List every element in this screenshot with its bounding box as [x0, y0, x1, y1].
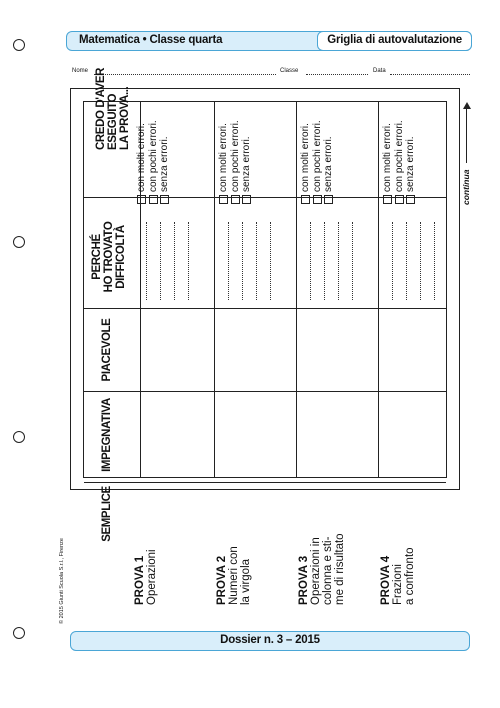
- writing-line[interactable]: [160, 222, 161, 300]
- checkbox-molti-errori[interactable]: [137, 195, 146, 204]
- prova-1-label: PROVA 1 Operazioni: [134, 549, 158, 605]
- writing-line[interactable]: [338, 222, 339, 300]
- prova-4-label: PROVA 4 Frazioni a confronto: [380, 547, 416, 605]
- checkbox-senza-errori[interactable]: [160, 195, 169, 204]
- writing-line[interactable]: [228, 222, 229, 300]
- checkbox-pochi-errori[interactable]: [231, 195, 240, 204]
- column-difficolta: PERCHÉ HO TROVATO DIFFICOLTÀ: [91, 221, 127, 293]
- binder-hole-2: [13, 236, 25, 248]
- divider-row-2: [296, 102, 297, 477]
- divider-impegnativa: [84, 482, 446, 483]
- header-subject: Matematica • Classe quarta: [79, 34, 223, 46]
- prova-3-label: PROVA 3 Operazioni in colonna e sti- me di risultato: [298, 533, 346, 605]
- writing-line[interactable]: [352, 222, 353, 300]
- checkbox-senza-errori[interactable]: [242, 195, 251, 204]
- footer-bar: Dossier n. 3 – 2015: [70, 631, 470, 651]
- writing-line[interactable]: [242, 222, 243, 300]
- column-piacevole: PIACEVOLE: [101, 318, 113, 382]
- continua-label: continua: [461, 169, 471, 205]
- checkbox-senza-errori[interactable]: [324, 195, 333, 204]
- data-field[interactable]: [390, 74, 470, 75]
- column-credo: CREDO D'AVER ESEGUITO LA PROVA...: [95, 67, 131, 150]
- data-label: Data: [373, 68, 386, 74]
- prova-3-options: con molti errori. con pochi errori. senza errori.: [300, 108, 335, 204]
- writing-line[interactable]: [310, 222, 311, 300]
- arrow-shaft: [466, 108, 467, 163]
- writing-line[interactable]: [256, 222, 257, 300]
- classe-field[interactable]: [306, 74, 368, 75]
- classe-label: Classe: [280, 68, 299, 74]
- header-tag: Griglia di autovalutazione: [317, 31, 472, 51]
- prova-2-label: PROVA 2 Numeri con la virgola: [216, 546, 252, 605]
- student-fields: [70, 66, 470, 78]
- checkbox-molti-errori[interactable]: [383, 195, 392, 204]
- divider-row-1: [214, 102, 215, 477]
- checkbox-pochi-errori[interactable]: [313, 195, 322, 204]
- writing-line[interactable]: [188, 222, 189, 300]
- nome-label: Nome: [72, 68, 89, 74]
- divider-piacevole: [84, 391, 446, 392]
- checkbox-molti-errori[interactable]: [301, 195, 310, 204]
- writing-line[interactable]: [174, 222, 175, 300]
- divider-difficolta: [84, 308, 446, 309]
- column-impegnativa: IMPEGNATIVA: [101, 398, 113, 472]
- writing-line[interactable]: [420, 222, 421, 300]
- writing-line[interactable]: [324, 222, 325, 300]
- column-semplice: SEMPLICE: [101, 486, 113, 542]
- copyright-text: © 2015 Giunti Scuola S.r.l., Firenze: [59, 538, 65, 624]
- nome-field[interactable]: [94, 74, 276, 75]
- prova-4-options: con molti errori. con pochi errori. senza errori.: [382, 108, 417, 204]
- prova-1-options: con molti errori. con pochi errori. senza errori.: [136, 108, 171, 204]
- prova-2-options: con molti errori. con pochi errori. senza errori.: [218, 108, 253, 204]
- checkbox-pochi-errori[interactable]: [149, 195, 158, 204]
- writing-line[interactable]: [270, 222, 271, 300]
- writing-line[interactable]: [392, 222, 393, 300]
- writing-line[interactable]: [434, 222, 435, 300]
- binder-hole-4: [13, 627, 25, 639]
- writing-line[interactable]: [406, 222, 407, 300]
- checkbox-pochi-errori[interactable]: [395, 195, 404, 204]
- writing-line[interactable]: [146, 222, 147, 300]
- binder-hole-3: [13, 431, 25, 443]
- checkbox-molti-errori[interactable]: [219, 195, 228, 204]
- divider-row-3: [378, 102, 379, 477]
- header-bar: [66, 31, 472, 51]
- binder-hole-1: [13, 39, 25, 51]
- checkbox-senza-errori[interactable]: [406, 195, 415, 204]
